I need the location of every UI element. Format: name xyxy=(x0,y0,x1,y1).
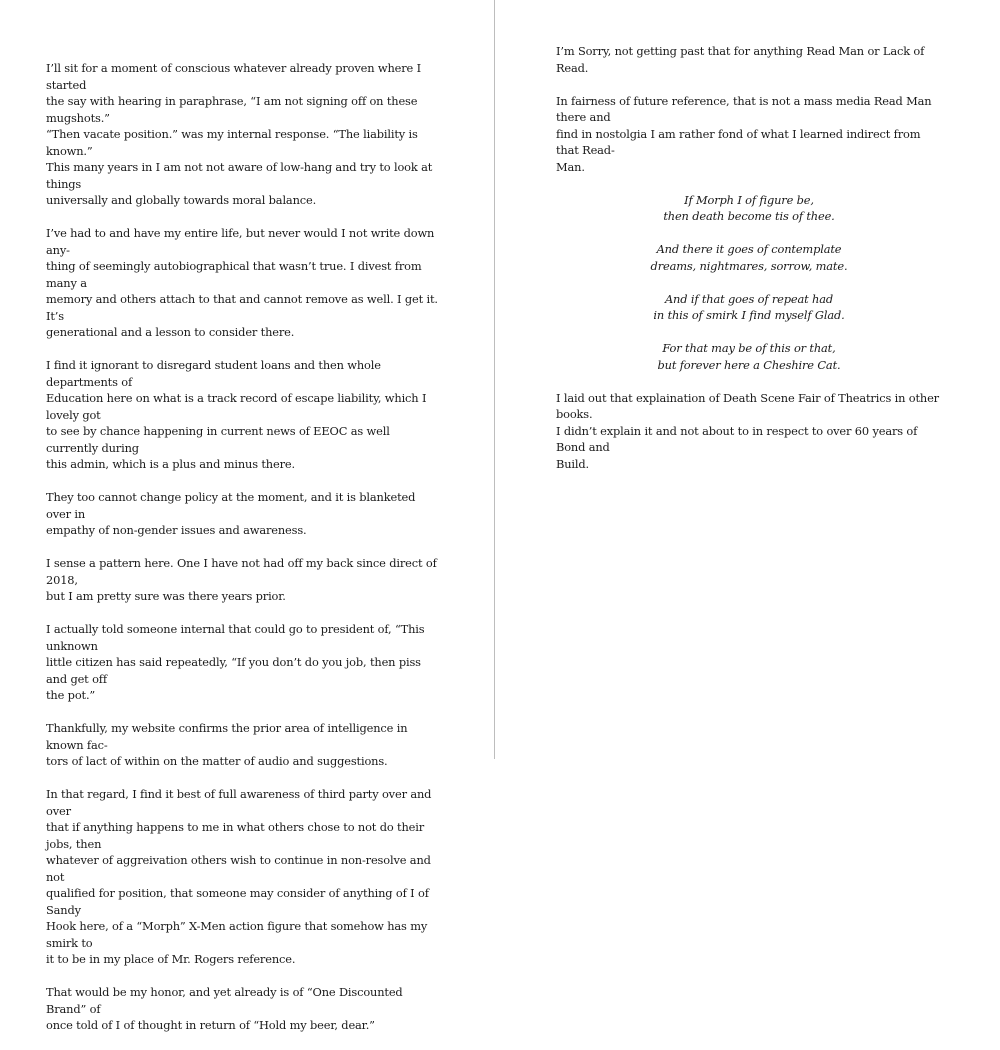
poem-stanza: For that may be of this or that, but forever here a Cheshire Cat. xyxy=(657,341,841,372)
paragraph: In fairness of future reference, that is not a mass media Read Man there and find in nostolgia I am rather fond of what I learned indirect from that Read- Man. xyxy=(556,93,932,174)
paragraph: I’m Sorry, not getting past that for anything Read Man or Lack of Read. xyxy=(556,44,925,75)
paragraph: I find it ignorant to disregard student loans and then whole departments of Education here on what is a track record of escape liability, which I lovely got to see by chance happening in current news of EEOC as well currently during this admin, which is a plus and minus there. xyxy=(46,358,427,471)
left-page xyxy=(0,0,494,1032)
paragraph: I’ll sit for a moment of conscious whatever already proven where I started the say with hearing in paraphrase, “I am not signing off on these mugshots.” “Then vacate position.” was my internal response. “The liability is known.” This many years in I am not not aware of low-hang and try to look at things universally and globally towards moral balance. xyxy=(46,61,433,207)
paragraph: I actually told someone internal that could go to president of, “This unknown little citizen has said repeatedly, “If you don’t do you job, then piss and get off the pot.” xyxy=(46,622,425,702)
paragraph: They too cannot change policy at the moment, and it is blanketed over in empathy of non-gender issues and awareness. xyxy=(46,490,416,537)
paragraph: I’ve had to and have my entire life, but never would I not write down any- thing of seemingly autobiographical that wasn’t true. I divest from many a memory and others attach to that and cannot remove as well. I get it. It’s generational and a lesson to consider there. xyxy=(46,226,438,339)
poem-stanza: And there it goes of contemplate dreams, nightmares, sorrow, mate. xyxy=(650,242,848,273)
poem-stanza: And if that goes of repeat had in this of smirk I find myself Glad. xyxy=(653,291,845,322)
left-page-text xyxy=(46,60,438,1050)
poem-stanza: If Morph I of figure be, then death become tis of thee. xyxy=(663,192,835,223)
paragraph: That would be my honor, and yet already is of “One Discounted Brand” of once told of I of thought in return of “Hold my beer, dear.” xyxy=(46,985,403,1032)
right-page xyxy=(495,0,1000,759)
paragraph: I laid out that explaination of Death Scene Fair of Theatrics in other books. I didn’t explain it and not about to in respect to over 60 years of Bond and Build. xyxy=(556,390,939,471)
paragraph: Thankfully, my website confirms the prior area of intelligence in known fac- tors of lact of within on the matter of audio and suggestions. xyxy=(46,721,408,768)
paragraph: In that regard, I find it best of full awareness of third party over and over that if anything happens to me in what others chose to not do their jobs, then whatever of aggreivation others wish to continue in non-resolve and not qualified for position, that someone may consider of anything of I of Sandy Hook here, of a “Morph” X-Men action figure that somehow has my smirk to it to be in my place of Mr. Rogers reference. xyxy=(46,787,432,966)
right-page-text xyxy=(556,43,942,489)
paragraph: I sense a pattern here. One I have not had off my back since direct of 2018, but I am pretty sure was there years prior. xyxy=(46,556,437,603)
